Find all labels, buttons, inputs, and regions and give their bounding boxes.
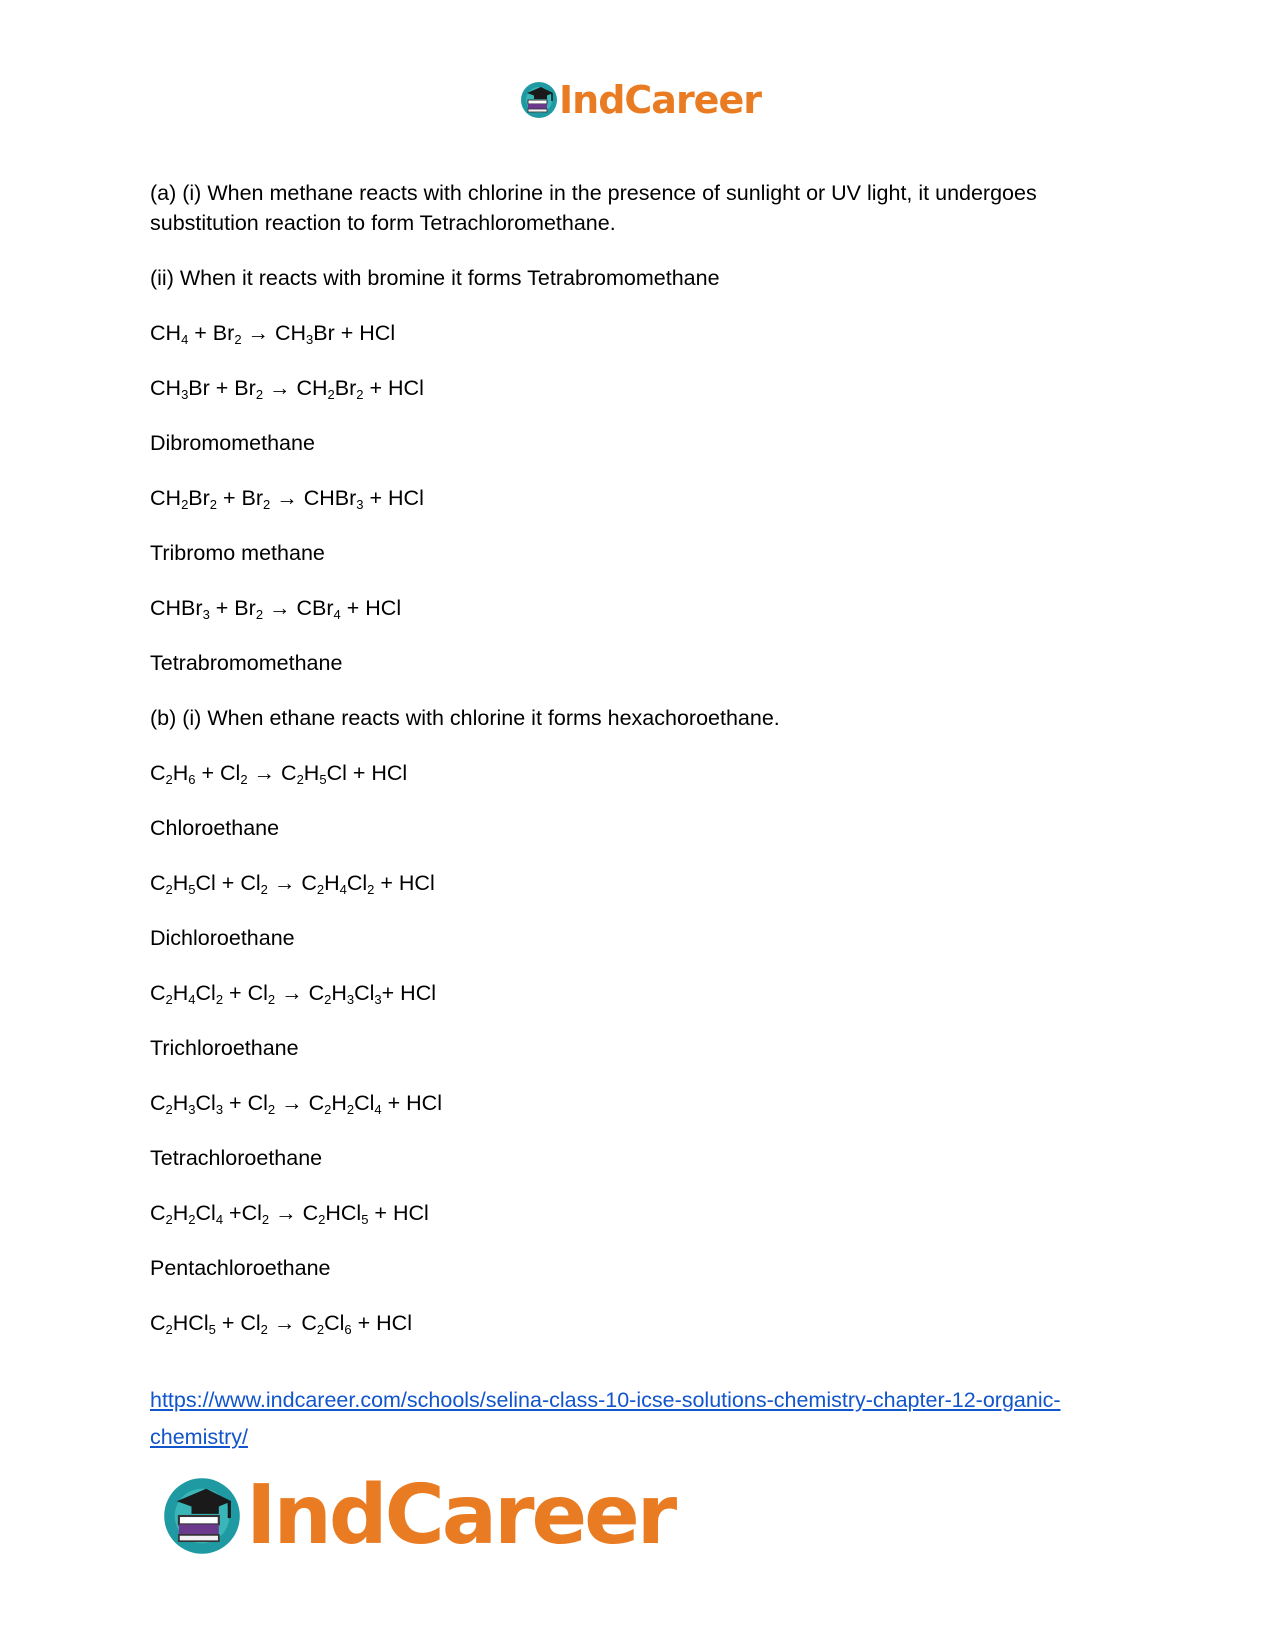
subscript: 3 <box>374 992 382 1007</box>
equation-text: + HCl <box>381 1091 442 1115</box>
equation-text: Cl <box>354 1091 375 1115</box>
subscript: 3 <box>188 1102 196 1117</box>
equation-text: + HCl <box>363 376 424 400</box>
subscript: 3 <box>306 332 314 347</box>
subscript: 6 <box>188 772 196 787</box>
subscript: 4 <box>181 332 189 347</box>
equation-text: Cl <box>195 981 216 1005</box>
subscript: 4 <box>188 992 196 1007</box>
logo-icon <box>160 1474 244 1558</box>
equation-text: C <box>150 871 166 895</box>
paragraph-b: (b) (i) When ethane reacts with chlorine it forms hexachoroethane. <box>150 706 780 730</box>
paragraph-a-ii: (ii) When it reacts with bromine it forms Tetrabromomethane <box>150 266 720 290</box>
equation-text: Cl <box>324 1311 345 1335</box>
equation-text: + HCl <box>363 486 424 510</box>
subscript: 2 <box>165 992 173 1007</box>
equation-text: Br <box>188 486 210 510</box>
equation-text: H <box>324 871 340 895</box>
equation-text: CHBr <box>150 596 203 620</box>
equation-text: CH <box>150 321 182 345</box>
equation-text: + HCl <box>374 871 435 895</box>
equation <box>150 758 1130 788</box>
logo-text: IndCareer <box>246 1468 675 1563</box>
subscript: 4 <box>333 607 341 622</box>
equation-text: Cl <box>346 871 368 895</box>
equation-text: Cl <box>354 981 375 1005</box>
subscript: 2 <box>165 772 173 787</box>
subscript: 5 <box>319 772 327 787</box>
footer-logo[interactable] <box>160 1468 674 1563</box>
logo <box>5 78 1275 122</box>
subscript: 2 <box>346 1102 355 1117</box>
equation-text: CH <box>150 376 182 400</box>
subscript: 2 <box>316 1322 325 1337</box>
equation <box>150 868 1130 898</box>
subscript: 3 <box>215 1102 224 1117</box>
equation-text: +Cl <box>223 1201 262 1225</box>
subscript: 2 <box>267 992 276 1007</box>
equation-text: + Cl <box>223 1091 268 1115</box>
equation-text: H <box>303 761 320 785</box>
subscript: 3 <box>202 607 210 622</box>
subscript: 2 <box>367 882 375 897</box>
equation-text: → CBr <box>263 596 334 620</box>
subscript: 2 <box>318 1212 326 1227</box>
logo-text: IndCareer <box>559 78 761 122</box>
subscript: 2 <box>260 882 268 897</box>
equation <box>150 1198 1130 1228</box>
subscript: 2 <box>261 1212 270 1227</box>
equation-text: → CHBr <box>270 486 357 510</box>
equation <box>150 978 1130 1008</box>
logo-icon <box>519 80 559 120</box>
subscript: 2 <box>324 992 332 1007</box>
equation-text: H <box>172 981 189 1005</box>
equation-text: HCl <box>325 1201 362 1225</box>
subscript: 2 <box>356 387 364 402</box>
product-label: Dibromomethane <box>150 431 315 455</box>
subscript: 2 <box>215 992 224 1007</box>
equation <box>150 1088 1130 1118</box>
subscript: 4 <box>215 1212 224 1227</box>
subscript: 3 <box>346 992 355 1007</box>
equation-text: C <box>150 981 166 1005</box>
equation-text: → CH <box>241 321 307 345</box>
subscript: 2 <box>324 1102 332 1117</box>
equation-text: → C <box>267 1311 317 1335</box>
subscript: 4 <box>339 882 347 897</box>
equation <box>150 1308 1130 1338</box>
subscript: 2 <box>267 1102 276 1117</box>
source-link[interactable]: https://www.indcareer.com/schools/selina-class-10-icse-solutions-chemistry-chapter-12-organic-chemistry/ <box>150 1388 1061 1449</box>
document-body <box>150 178 1130 1363</box>
subscript: 2 <box>234 332 242 347</box>
equation-text: H <box>172 871 189 895</box>
equation-text: CH <box>150 486 182 510</box>
subscript: 2 <box>316 882 325 897</box>
equation-text: Br + HCl <box>313 321 396 345</box>
paragraph-a: (a) (i) When methane reacts with chlorine in the presence of sunlight or UV light, it undergoes substitution reaction to form Tetrachloromethane. <box>150 181 1037 235</box>
equation-text: + Br <box>188 321 235 345</box>
equation-text: + HCl <box>340 596 402 620</box>
equation-text: Cl + HCl <box>326 761 408 785</box>
header-logo[interactable] <box>0 78 1275 128</box>
equation-text: → CH <box>263 376 328 400</box>
subscript: 2 <box>209 497 218 512</box>
subscript: 2 <box>240 772 248 787</box>
equation-text: + HCl <box>368 1201 429 1225</box>
equation-text: → C <box>267 871 317 895</box>
subscript: 2 <box>296 772 304 787</box>
subscript: 5 <box>361 1212 369 1227</box>
subscript: 3 <box>181 387 189 402</box>
equation-text: H <box>172 1201 189 1225</box>
product-label: Tetrabromomethane <box>150 651 343 675</box>
subscript: 2 <box>165 1102 173 1117</box>
product-label: Dichloroethane <box>150 926 295 950</box>
equation-text: C <box>150 761 166 785</box>
product-label: Chloroethane <box>150 816 280 840</box>
subscript: 3 <box>356 497 364 512</box>
product-label: Tribromo methane <box>150 541 325 565</box>
equation-text: Br <box>334 376 357 400</box>
equation-text: Br + Br <box>188 376 256 400</box>
subscript: 2 <box>165 1212 173 1227</box>
equation-text: → C <box>275 981 325 1005</box>
equation-text: C <box>150 1091 166 1115</box>
equation-text: + Cl <box>215 1311 261 1335</box>
equation-text: Cl <box>195 1201 216 1225</box>
equation-text: C <box>150 1311 166 1335</box>
subscript: 2 <box>165 882 173 897</box>
equation-text: Cl + Cl <box>195 871 261 895</box>
equation-text: + Br <box>209 596 256 620</box>
subscript: 4 <box>374 1102 382 1117</box>
equation-text: HCl <box>172 1311 209 1335</box>
subscript: 5 <box>188 882 196 897</box>
equation <box>150 593 1130 623</box>
equation-text: H <box>172 1091 189 1115</box>
equation <box>150 483 1130 513</box>
equation-text: C <box>150 1201 166 1225</box>
equation-text: + Br <box>217 486 264 510</box>
subscript: 2 <box>188 1212 196 1227</box>
logo <box>160 1468 674 1563</box>
subscript: 2 <box>165 1322 173 1337</box>
product-label: Trichloroethane <box>150 1036 299 1060</box>
equation <box>150 318 1130 348</box>
equation-text: + HCl <box>381 981 437 1005</box>
equation <box>150 373 1130 403</box>
equation-text: + Cl <box>195 761 241 785</box>
subscript: 2 <box>260 1322 268 1337</box>
subscript: 2 <box>327 387 335 402</box>
equation-text: → C <box>269 1201 319 1225</box>
equation-text: → C <box>247 761 297 785</box>
subscript: 2 <box>181 497 189 512</box>
equation-text: H <box>331 1091 347 1115</box>
product-label: Pentachloroethane <box>150 1256 331 1280</box>
product-label: Tetrachloroethane <box>150 1146 323 1170</box>
subscript: 2 <box>255 387 264 402</box>
equation-text: Cl <box>195 1091 216 1115</box>
subscript: 2 <box>255 607 264 622</box>
subscript: 2 <box>263 497 271 512</box>
equation-text: H <box>331 981 347 1005</box>
subscript: 5 <box>208 1322 216 1337</box>
subscript: 6 <box>344 1322 352 1337</box>
equation-text: + Cl <box>223 981 268 1005</box>
equation-text: → C <box>275 1091 325 1115</box>
equation-text: + HCl <box>351 1311 412 1335</box>
equation-text: H <box>172 761 189 785</box>
